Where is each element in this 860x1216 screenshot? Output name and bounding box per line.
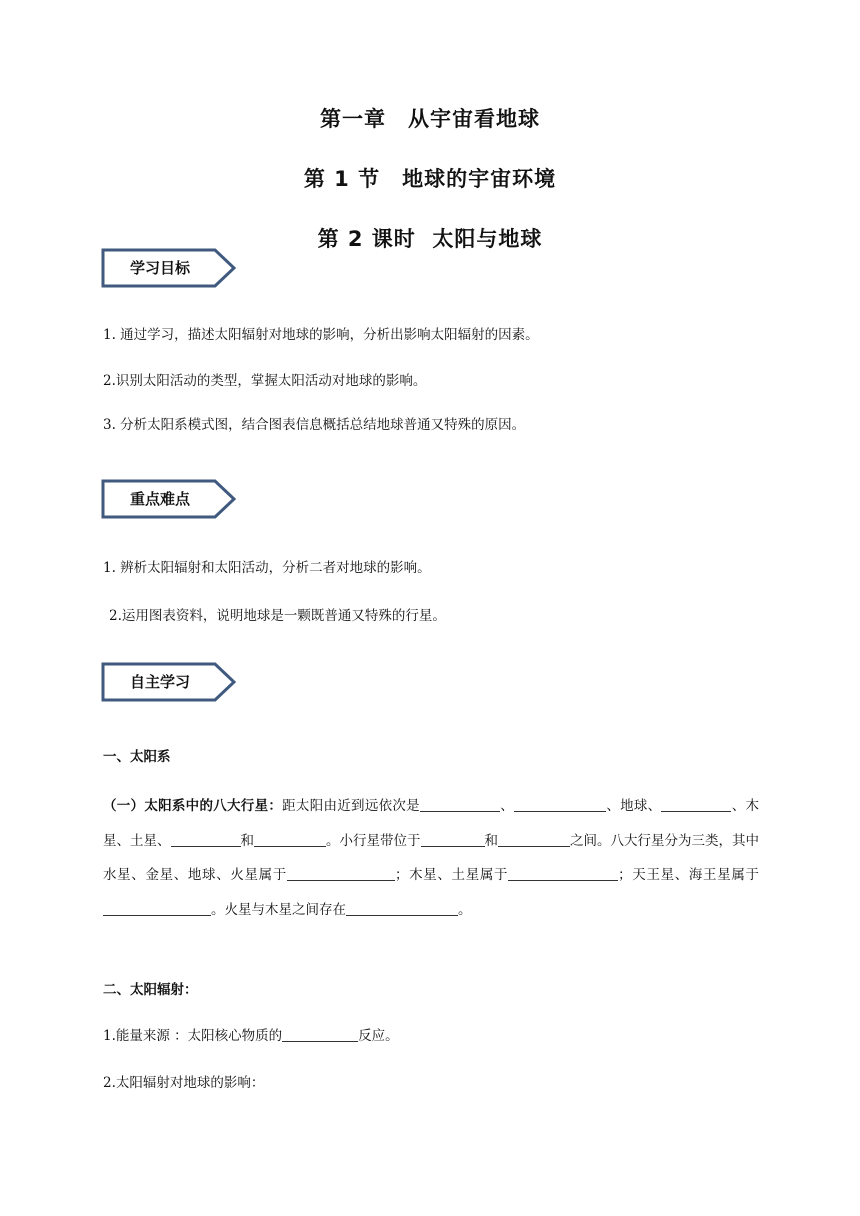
- lesson-title: 第 2 课时 太阳与地球: [317, 227, 543, 251]
- text-seg: ；天王星、海王星属于: [618, 867, 760, 883]
- objective-item-1: 1. 通过学习，描述太阳辐射对地球的影响，分析出影响太阳辐射的因素。: [103, 327, 539, 343]
- self-study-tag-label: 自主学习: [129, 673, 190, 691]
- key-point-item-2: 2.运用图表资料，说明地球是一颗既普通又特殊的行星。: [109, 608, 446, 624]
- chapter-title: 第一章 从宇宙看地球: [320, 107, 540, 131]
- planets-paragraph: [103, 789, 759, 927]
- text-seg: 和: [484, 832, 498, 849]
- key-points-tag-label: 重点难点: [129, 490, 190, 508]
- fill-blank[interactable]: [171, 832, 241, 847]
- fill-blank[interactable]: [514, 798, 606, 813]
- fill-blank[interactable]: [420, 798, 500, 813]
- heading-solar-radiation: 二、太阳辐射：: [103, 982, 198, 998]
- text-seg: 。小行星带位于: [326, 832, 421, 849]
- objective-item-3: 3. 分析太阳系模式图，结合图表信息概括总结地球普通又特殊的原因。: [103, 417, 526, 433]
- key-point-item-1: 1. 辨析太阳辐射和太阳活动，分析二者对地球的影响。: [103, 560, 431, 576]
- objectives-tag: [101, 248, 237, 288]
- self-study-tag: [101, 662, 237, 702]
- text-seg: 、地球、: [606, 798, 662, 814]
- objectives-tag-label: 学习目标: [129, 259, 190, 277]
- objective-item-2: 2.识别太阳活动的类型，掌握太阳活动对地球的影响。: [103, 373, 427, 389]
- text-seg: 、: [499, 798, 515, 814]
- energy-text: 1.能量来源 ：太阳核心物质的: [103, 1028, 283, 1044]
- fill-blank[interactable]: [421, 832, 485, 847]
- text-seg: 距太阳由近到远依次是: [282, 798, 420, 814]
- fill-blank[interactable]: [498, 832, 570, 847]
- energy-end-text: 反应。: [358, 1028, 399, 1044]
- fill-blank[interactable]: [254, 832, 326, 847]
- heading-solar-system: 一、太阳系: [103, 749, 171, 765]
- fill-blank[interactable]: [661, 798, 731, 813]
- fill-blank[interactable]: [508, 867, 618, 882]
- text-seg: 、木星、土星、: [103, 798, 759, 849]
- energy-source-line: [103, 1024, 399, 1044]
- radiation-impact-line: 2.太阳辐射对地球的影响：: [103, 1075, 265, 1091]
- text-seg: 之间。八大行星分为三类，其中水星、金星、地球、火星属于: [103, 832, 759, 883]
- fill-blank[interactable]: [103, 901, 211, 916]
- text-seg: 。: [458, 901, 472, 918]
- fill-blank[interactable]: [287, 867, 395, 882]
- text-seg: ；木星、土星属于: [394, 867, 509, 883]
- text-seg: 和: [240, 832, 254, 849]
- section-title: 第 1 节 地球的宇宙环境: [303, 167, 557, 191]
- fill-blank[interactable]: [346, 901, 458, 916]
- planets-label: （一）太阳系中的八大行星：: [103, 798, 283, 814]
- text-seg: 。火星与木星之间存在: [211, 901, 346, 918]
- fill-blank[interactable]: [282, 1028, 358, 1043]
- key-points-tag: [101, 479, 237, 519]
